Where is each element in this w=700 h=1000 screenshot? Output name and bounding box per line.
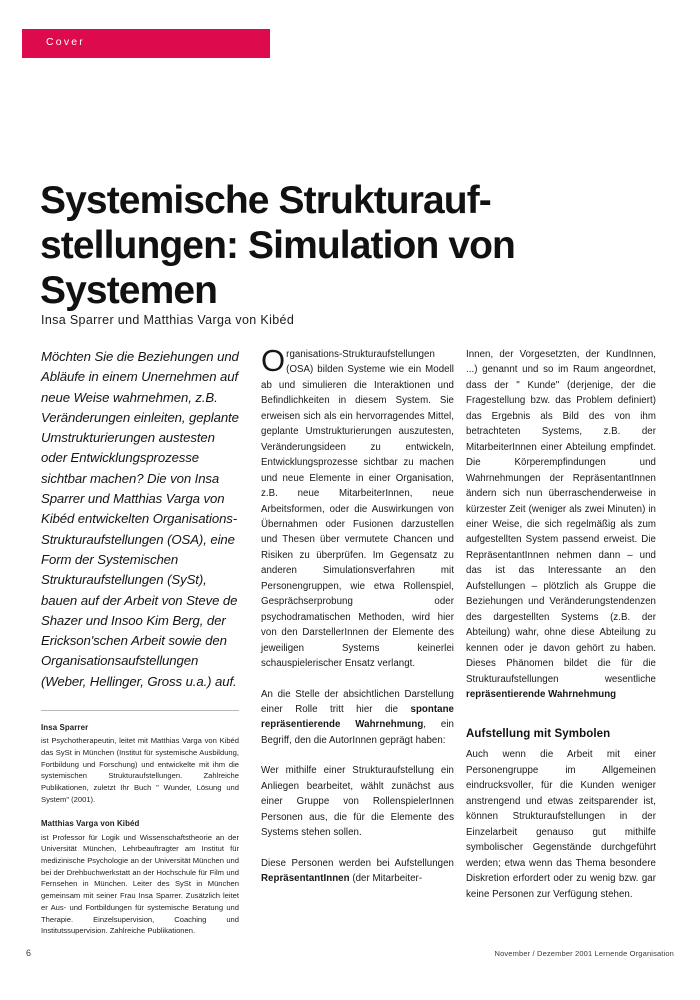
body-paragraph: Auch wenn die Arbeit mit einer Personengruppe im Allgemeinen eindrucksvoller, für die Kunden weniger anstrengend und etwas zeitsparender ist, können Strukturaufstellungen in der Einzelarbeit genauso gut mithilfe symbolischer Gegenstände durchgeführt werden; etwa wenn das Thema besondere Diskretion erfordert oder zu wenig bzw. gar keine Personen zur Verfügung stehen.: [466, 749, 656, 900]
lead-paragraph: Möchten Sie die Beziehungen und Abläufe in einem Unernehmen auf neue Weise wahrnehmen, z.B. Veränderungen einleiten, geplante Umstrukturierungen austesten oder Entwicklungsprozesse sichtbar machen? Die von Insa Sparrer und Matthias Varga von Kibéd entwickelten Organisations-Strukturaufstellungen (OSA), eine Form der Systemischen Strukturaufstellungen (SySt), bauen auf der Arbeit von Steve de Shazer und Insoo Kim Berg, der Erickson'schen Arbeit sowie den Organisationsaufstellungen (Weber, Hellinger, Gross u.a.) auf.: [41, 349, 239, 689]
headline-line-3: Systemen: [40, 269, 218, 313]
cover-banner-label: Cover: [46, 36, 86, 48]
footer-issue-line: November / Dezember 2001 Lernende Organisation: [494, 949, 674, 958]
author-bio-sparrer: [41, 722, 239, 805]
section-subheading: Aufstellung mit Symbolen: [466, 728, 611, 741]
headline-line-1: Systemische Strukturauf-: [40, 179, 491, 223]
page-title: [40, 178, 650, 313]
column-lead-and-bios: [41, 347, 239, 950]
byline: Insa Sparrer und Matthias Varga von Kibéd: [41, 313, 295, 327]
author-bio-varga: [41, 818, 239, 937]
bio-divider: [41, 710, 239, 711]
body-paragraph: Diese Personen werden bei Aufstellungen RepräsentantInnen (der Mitarbeiter-: [261, 857, 454, 885]
body-paragraph: Organisations-Strukturaufstellungen (OSA) bilden Systeme wie ein Modell ab und simulieren die Interaktionen und Befindlichkeiten in diesem System. Sie erweisen sich als ein hervorragendes Mittel, geplante Umstrukturierungen auszutesten, Veränderungsideen zu entwickeln, Entwicklungsprozesse sichtbar zu machen und neue Elemente in einer Organisation, z.B. neue MitarbeiterInnen, neue Arbeitsformen, oder die Auswirkungen von Übernahmen oder Fusionen darzustellen und Thesen über vermutete Chancen und Risiken zu überprüfen. Im Gegensatz zu anderen Simulationsverfahren mit Personengruppen, wie etwa Rollenspiel, Gesprächserprobung oder psychodramatischen Methoden, wird hier von den DarstellerInnen der Elemente des jeweiligen Systems keinerlei schauspielerischer Ensatz verlangt.: [261, 343, 454, 670]
footer-page-number: 6: [26, 948, 32, 958]
body-paragraph: Innen, der Vorgesetzten, der KundInnen, ...) genannt und so im Raum angeordnet, dass der " Kunde" (derjenige, der die Fragestellung bzw. das Problem definiert) das Ergebnis als Bild des von ihm betrachteten Systems, z.B. der MitarbeiterInnen einer Abteilung empfindet. Die Körperempfindungen und Wahrnehmungen der RepräsentantInnen ändern sich nun überraschenderweise in kürzester Zeit (weniger als zwei Minuten) in einer Weise, die sich regelmäßig als zum aufgestellten System passend erweist. Die RepräsentantInnen nehmen dann – und das ist das Interessante an den Aufstellungen – plötzlich als Gruppe die Beziehungen und Veränderungstendenzen des dargestellten Systems (z.B. der Abteilung) wahr, ohne diese Abteilung zu kennen oder je davon gehört zu haben. Dieses Phänomen bildet die für die Strukturaufstellungen wesentliche repräsentierende Wahrnehmung: [466, 349, 656, 700]
author-bio-text-sparrer: ist Psychotherapeutin, leitet mit Matthias Varga von Kibéd das SySt in München (Institut für systemische Ausbildung, Fortbildung und Forschung) und entwickelte mit ihm die systemischen Strukturaufstellungen. Zahlreiche Publikationen, zuletzt Ihr Buch " Wunder, Lösung und System" (2001).: [41, 736, 239, 804]
author-name-varga: Matthias Varga von Kibéd: [41, 819, 140, 829]
body-paragraph: Wer mithilfe einer Strukturaufstellung ein Anliegen bearbeitet, wählt zunächst aus einer Gruppe von RollenspielerInnen Personen aus, die für die Elemente des Systems stehen sollen.: [261, 765, 454, 839]
column-body-left: [261, 343, 454, 887]
cover-banner: [22, 29, 270, 58]
author-name-sparrer: Insa Sparrer: [41, 723, 89, 733]
headline-line-2: stellungen: Simulation von: [40, 224, 515, 268]
author-bio-text-varga: ist Professor für Logik und Wissenschaftstheorie an der Universität München, Lehrbeauftragter am Institut für medizinische Psychologie an der Universität München und bei der Drehbuchwerkstatt an der Hochschule für Film und Fernsehen in München. Leiter des SySt in München gemeinsam mit seiner Frau Insa Sparrer. Zusätzlich leitet er Aus- und Fortbildungen für systemische Beratung und Therapie. Einzelsupervision, Coaching und Institutssupervision. Zahlreiche Publikationen.: [41, 832, 239, 936]
column-body-right: [466, 347, 656, 902]
body-paragraph: An die Stelle der absichtlichen Darstellung einer Rolle tritt hier die spontane repräsentierende Wahrnehmung, ein Begriff, den die AutorInnen geprägt haben:: [261, 688, 454, 746]
